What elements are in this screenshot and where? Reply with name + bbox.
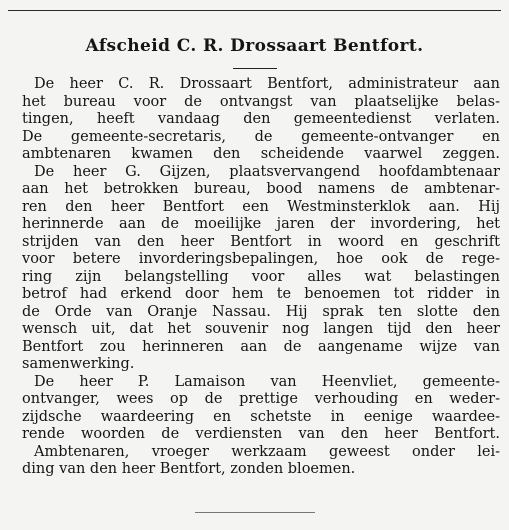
paragraph-1	[22, 76, 500, 164]
text-line: De gemeente-secretaris, de gemeente-ontvanger en	[22, 128, 500, 145]
text-line: het bureau voor de ontvangst van plaatselijke belas-	[22, 93, 500, 110]
text-line: Bentfort zou herinneren aan de aangename wijze van	[22, 338, 500, 355]
text-line: tingen, heeft vandaag den gemeentedienst verlaten.	[22, 111, 500, 127]
top-rule	[8, 10, 501, 11]
paragraph-3	[22, 374, 500, 444]
text-line: ambtenaren kwamen den scheidende vaarwel zeggen.	[22, 146, 500, 162]
text-line: ding van den heer Bentfort, zonden bloemen.	[22, 461, 356, 477]
text-line: ontvanger, wees op de prettige verhouding en weder-	[22, 391, 500, 407]
title-underline	[233, 68, 277, 69]
text-line: aan het betrokken bureau, bood namens de ambtenar-	[22, 181, 500, 197]
text-line: ring zijn belangstelling voor alles wat belastingen	[22, 268, 500, 285]
text-line: herinnerde aan de moeilijke jaren der invordering, het	[22, 216, 500, 232]
article-body	[22, 76, 500, 479]
text-line: wensch uit, dat het souvenir nog langen tijd den heer	[22, 321, 500, 337]
text-line: De heer C. R. Drossaart Bentfort, administrateur aan	[34, 76, 500, 92]
text-line: De heer G. Gijzen, plaatsvervangend hoofdambtenaar	[34, 163, 500, 180]
article-title: Afscheid C. R. Drossaart Bentfort.	[85, 36, 424, 56]
text-line: samenwerking.	[22, 356, 135, 372]
paragraph-2	[22, 164, 500, 374]
text-line: de Orde van Oranje Nassau. Hij sprak ten slotte den	[22, 303, 500, 320]
text-line: strijden van den heer Bentfort in woord en geschrift	[22, 233, 500, 250]
text-line: De heer P. Lamaison van Heenvliet, gemeente-	[34, 373, 500, 390]
text-line: rende woorden de verdiensten van den heer Bentfort.	[22, 426, 500, 442]
bottom-rule	[195, 512, 315, 513]
text-line: zijdsche waardeering en schetste in eenige waardee-	[22, 408, 500, 425]
text-line: Ambtenaren, vroeger werkzaam geweest onder lei-	[34, 443, 500, 460]
text-line: betrof had erkend door hem te benoemen tot ridder in	[22, 286, 500, 302]
paragraph-4	[22, 444, 500, 479]
text-line: voor betere invorderingsbepalingen, hoe ook de rege-	[22, 251, 500, 267]
text-line: ren den heer Bentfort een Westminsterklok aan. Hij	[22, 198, 500, 215]
